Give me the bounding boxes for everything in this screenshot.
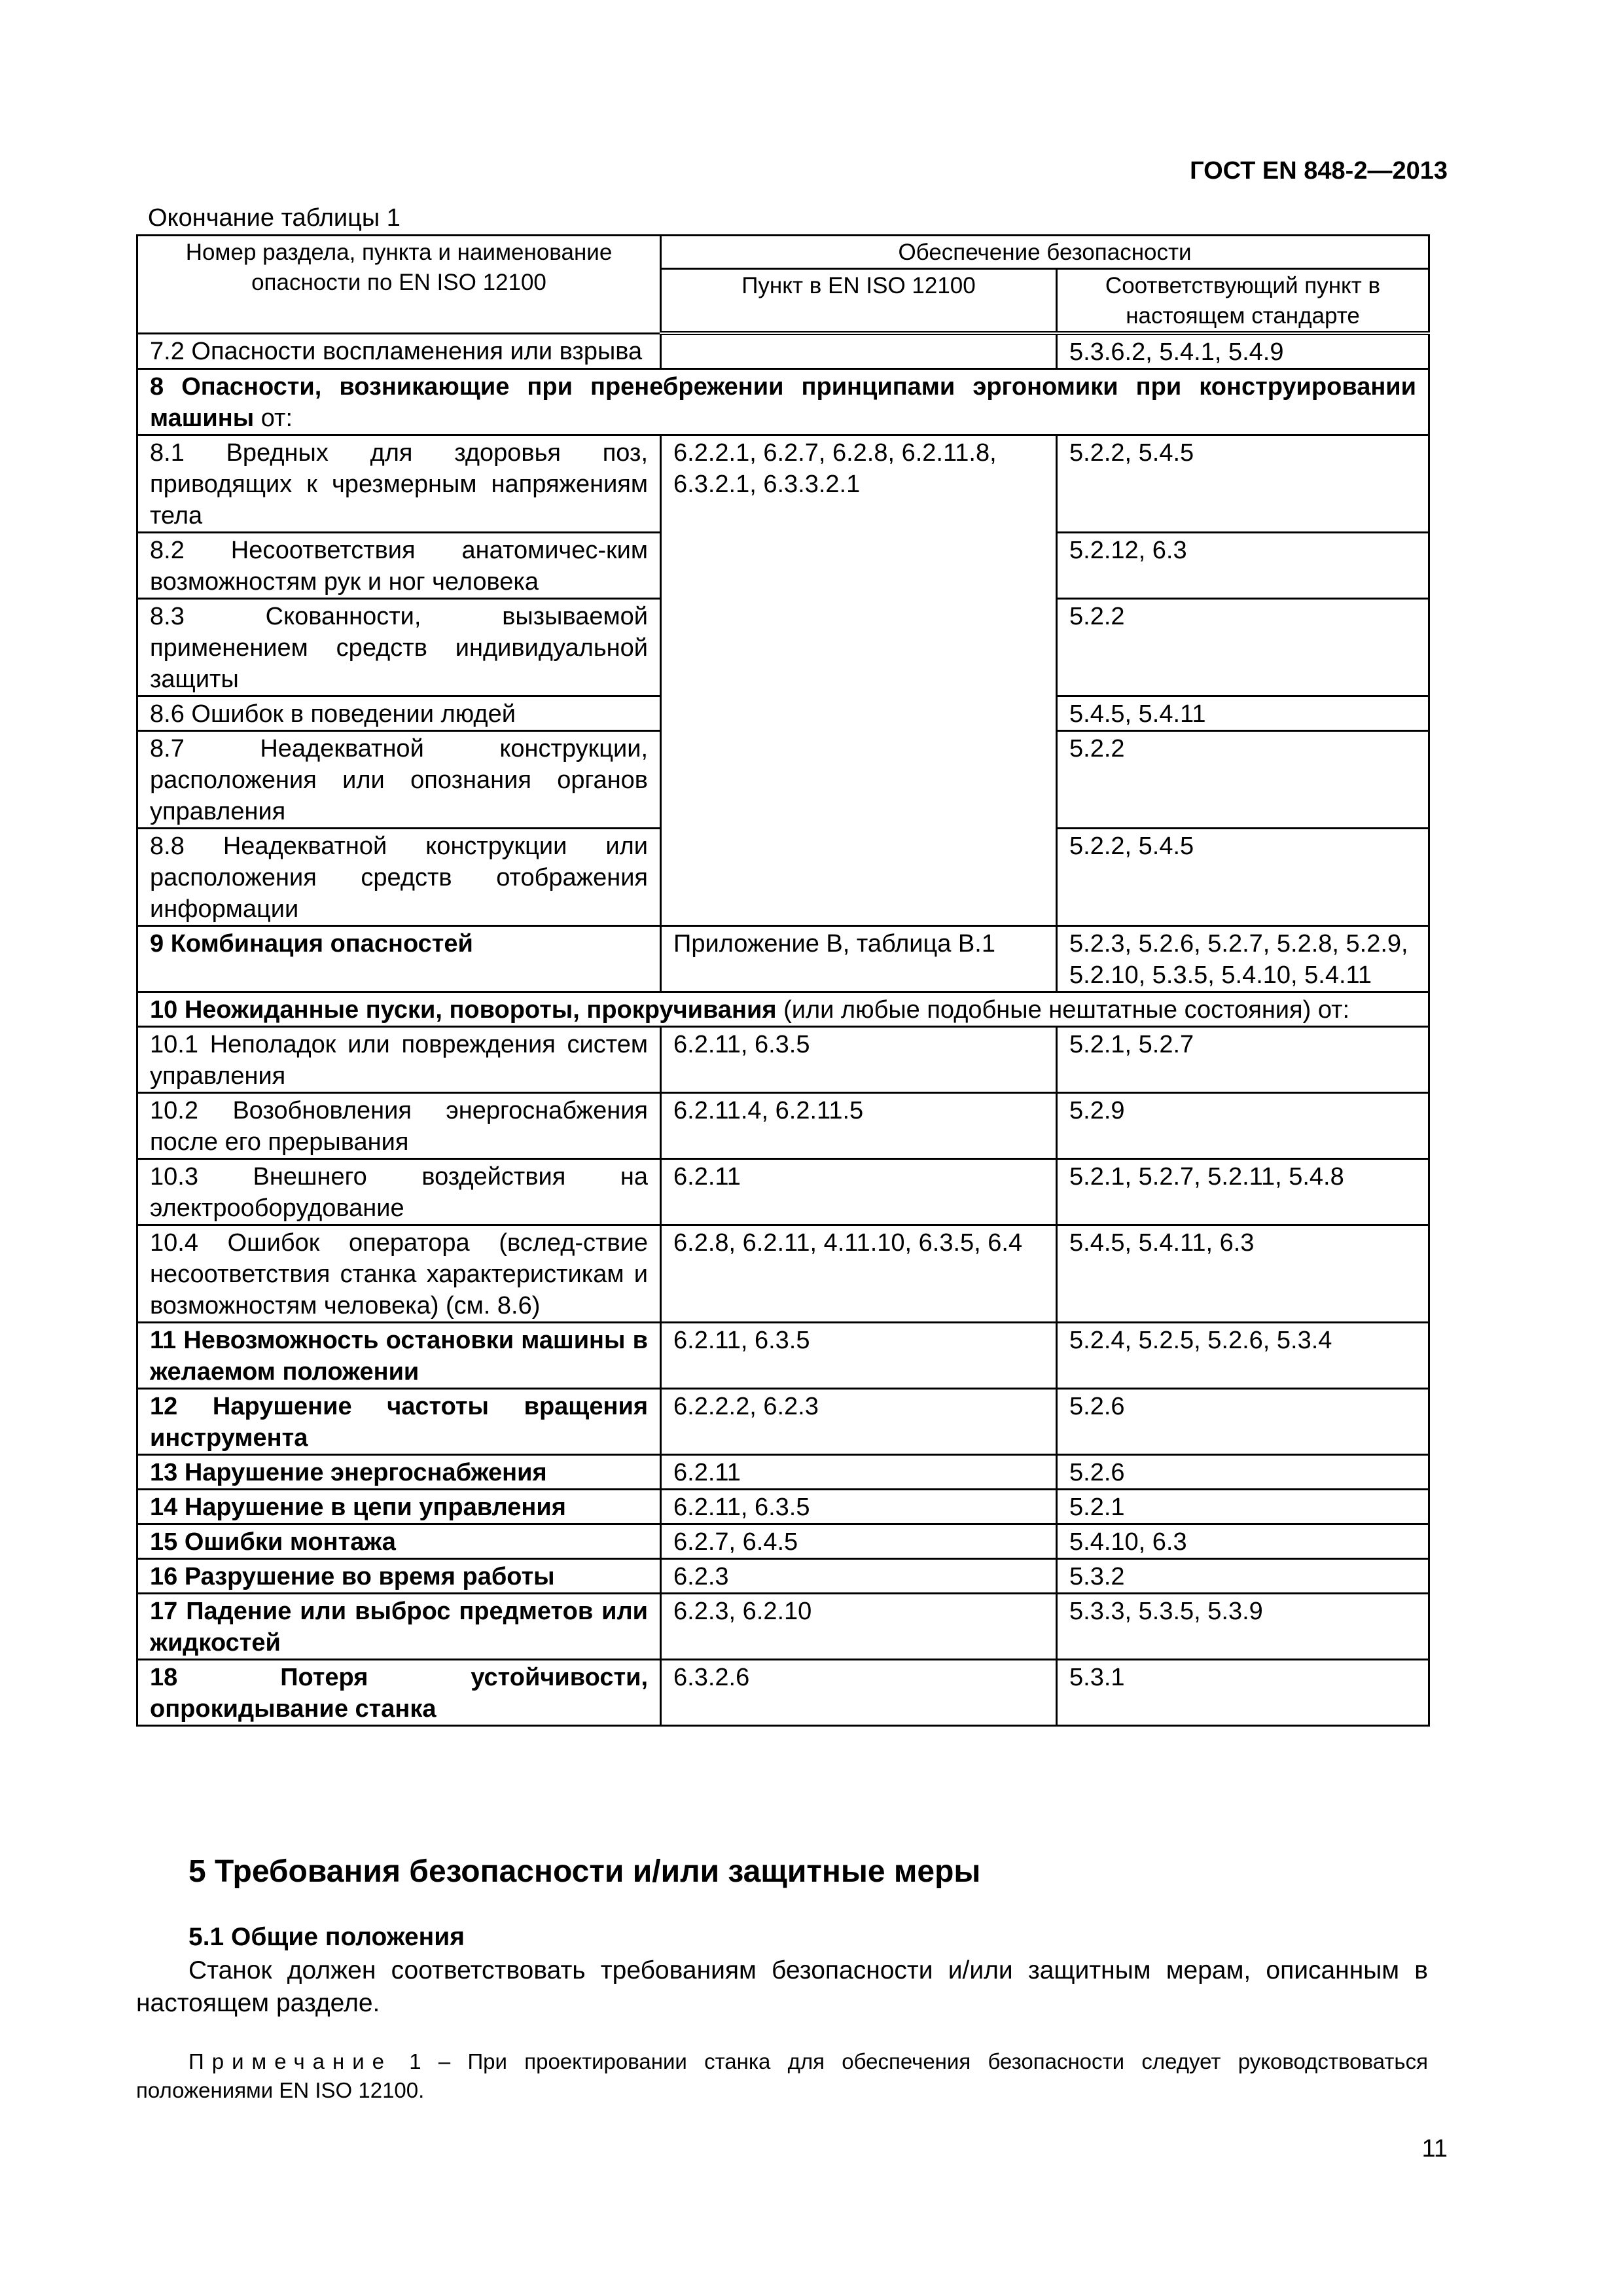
hazard-cell: 11 Невозможность остановки машины в желаемом положении [137,1323,661,1389]
hazard-cell: 8.8 Неадекватной конструкции или расположения средств отображения информации [137,829,661,926]
iso-clause-cell: 6.2.11, 6.3.5 [661,1323,1057,1389]
section-row-8 [137,369,1429,435]
standard-clause-cell: 5.2.1 [1057,1490,1429,1524]
hazard-cell: 10.2 Возобновления энергоснабжения после его прерывания [137,1093,661,1159]
page-number: 11 [1421,2135,1448,2162]
standard-clause-cell: 5.2.2 [1057,599,1429,696]
hazard-cell: 8.6 Ошибок в поведении людей [137,696,661,731]
section-heading-rest: (или любые подобные нештатные состояния) от: [776,996,1350,1024]
iso-clause-cell: 6.2.11 [661,1159,1057,1225]
iso-clause-cell: 6.2.2.2, 6.2.3 [661,1389,1057,1455]
table-row [137,1490,1429,1524]
table-row [137,1524,1429,1559]
section-heading-bold: 8 Опасности, возникающие при пренебрежении принципами эргономики при конструировании машины [150,373,1417,432]
table-row [137,1594,1429,1660]
iso-clause-cell: 6.2.11 [661,1455,1057,1490]
header-standard-clause: Соответствующий пункт в настоящем стандарте [1057,269,1429,334]
hazard-cell: 8.1 Вредных для здоровья поз, приводящих к чрезмерным напряжениям тела [137,435,661,533]
table-row [137,1455,1429,1490]
standard-clause-cell: 5.4.5, 5.4.11, 6.3 [1057,1225,1429,1323]
standard-clause-cell: 5.4.5, 5.4.11 [1057,696,1429,731]
hazard-cell: 10.4 Ошибок оператора (вслед-ствие несоответствия станка характеристикам и возможностям человека) (см. 8.6) [137,1225,661,1323]
table-row [137,333,1429,369]
standard-clause-cell: 5.2.1, 5.2.7 [1057,1027,1429,1093]
section-title: 5 Требования безопасности и/или защитные меры [188,1854,981,1889]
hazard-cell: 10.3 Внешнего воздействия на электрооборудование [137,1159,661,1225]
hazard-cell: 8.3 Скованности, вызываемой применением средств индивидуальной защиты [137,599,661,696]
standard-clause-cell: 5.3.6.2, 5.4.1, 5.4.9 [1057,333,1429,369]
iso-clause-cell: Приложение В, таблица В.1 [661,926,1057,992]
hazard-cell: 7.2 Опасности воспламенения или взрыва [137,333,661,369]
iso-clause-cell [661,333,1057,369]
standard-clause-cell: 5.3.3, 5.3.5, 5.3.9 [1057,1594,1429,1660]
standard-clause-cell: 5.2.6 [1057,1455,1429,1490]
table-row [137,1159,1429,1225]
table-row [137,926,1429,992]
table-row [137,1225,1429,1323]
table-row [137,1027,1429,1093]
hazard-cell: 13 Нарушение энергоснабжения [137,1455,661,1490]
iso-clause-cell: 6.2.11, 6.3.5 [661,1027,1057,1093]
table-row [137,1093,1429,1159]
section-heading-bold: 10 Неожиданные пуски, повороты, прокручивания [150,996,777,1024]
iso-clause-cell: 6.2.3, 6.2.10 [661,1594,1057,1660]
hazard-cell: 17 Падение или выброс предметов или жидкостей [137,1594,661,1660]
hazard-cell: 10.1 Неполадок или повреждения систем управления [137,1027,661,1093]
hazard-cell: 9 Комбинация опасностей [137,926,661,992]
hazard-cell: 18 Потеря устойчивости, опрокидывание станка [137,1660,661,1726]
iso-clause-cell: 6.2.7, 6.4.5 [661,1524,1057,1559]
section-heading-cell [137,369,1429,435]
table-row [137,1323,1429,1389]
iso-clause-cell: 6.2.8, 6.2.11, 4.11.10, 6.3.5, 6.4 [661,1225,1057,1323]
hazards-table [136,234,1430,1727]
table-caption: Окончание таблицы 1 [148,204,401,232]
standard-clause-cell: 5.2.12, 6.3 [1057,533,1429,599]
hazard-cell: 8.2 Несоответствия анатомичес-ким возможностям рук и ног человека [137,533,661,599]
hazard-cell: 8.7 Неадекватной конструкции, расположения или опознания органов управления [137,731,661,829]
iso-clause-cell: 6.2.11.4, 6.2.11.5 [661,1093,1057,1159]
standard-clause-cell: 5.2.2 [1057,731,1429,829]
hazard-cell: 16 Разрушение во время работы [137,1559,661,1594]
hazard-cell: 12 Нарушение частоты вращения инструмента [137,1389,661,1455]
note-text: 1 – При проектировании станка для обеспечения безопасности следует руководствоваться положениями EN ISO 12100. [136,2049,1428,2102]
standard-clause-cell: 5.2.3, 5.2.6, 5.2.7, 5.2.8, 5.2.9, 5.2.10, 5.3.5, 5.4.10, 5.4.11 [1057,926,1429,992]
standard-clause-cell: 5.2.2, 5.4.5 [1057,435,1429,533]
iso-clause-cell: 6.2.2.1, 6.2.7, 6.2.8, 6.2.11.8, 6.3.2.1, 6.3.3.2.1 [661,435,1057,926]
standard-clause-cell: 5.2.2, 5.4.5 [1057,829,1429,926]
document-code: ГОСТ EN 848-2—2013 [1190,157,1448,185]
hazard-cell: 15 Ошибки монтажа [137,1524,661,1559]
standard-clause-cell: 5.2.9 [1057,1093,1429,1159]
iso-clause-cell: 6.2.11, 6.3.5 [661,1490,1057,1524]
hazard-cell: 14 Нарушение в цепи управления [137,1490,661,1524]
table-header-row [137,236,1429,269]
table-row [137,1389,1429,1455]
subsection-title: 5.1 Общие положения [188,1923,465,1951]
header-safety-group: Обеспечение безопасности [661,236,1429,269]
standard-clause-cell: 5.4.10, 6.3 [1057,1524,1429,1559]
table-row [137,1559,1429,1594]
body-paragraph: Станок должен соответствовать требованиям безопасности и/или защитным мерам, описанным в настоящем разделе. [136,1956,1428,2017]
standard-clause-cell: 5.2.4, 5.2.5, 5.2.6, 5.3.4 [1057,1323,1429,1389]
standard-clause-cell: 5.3.2 [1057,1559,1429,1594]
note [136,2047,1428,2105]
standard-clause-cell: 5.2.1, 5.2.7, 5.2.11, 5.4.8 [1057,1159,1429,1225]
table-row [137,435,1429,533]
section-heading-rest: от: [254,404,293,432]
standard-clause-cell: 5.3.1 [1057,1660,1429,1726]
table-row [137,1660,1429,1726]
section-row-10 [137,992,1429,1027]
note-label: Примечание [188,2049,393,2073]
iso-clause-cell: 6.3.2.6 [661,1660,1057,1726]
standard-clause-cell: 5.2.6 [1057,1389,1429,1455]
header-en-iso-clause: Пункт в EN ISO 12100 [661,269,1057,334]
header-hazard: Номер раздела, пункта и наименование опасности по EN ISO 12100 [137,236,661,334]
iso-clause-cell: 6.2.3 [661,1559,1057,1594]
section-heading-cell [137,992,1429,1027]
